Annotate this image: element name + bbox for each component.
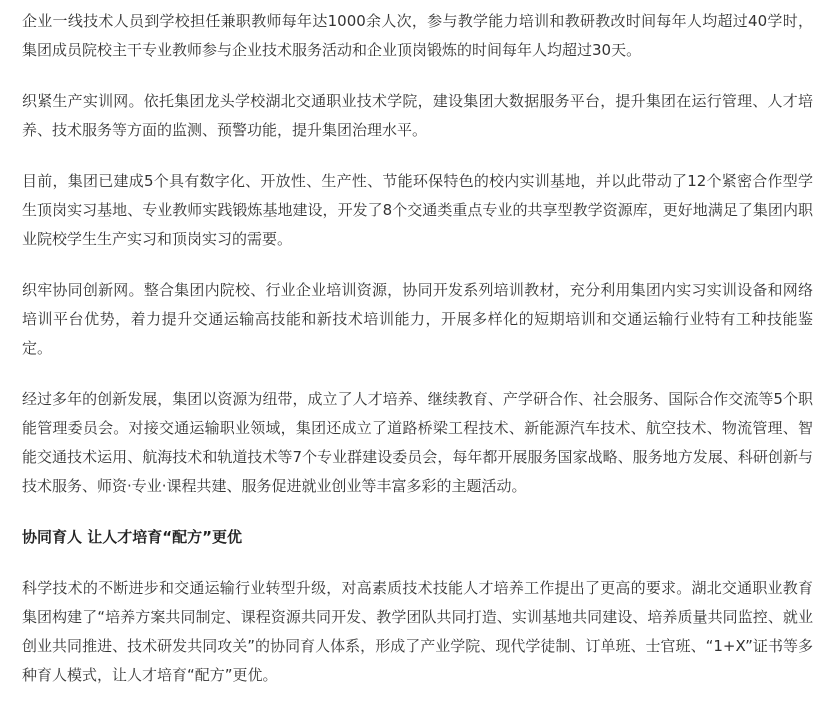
paragraph-teacher-training: 企业一线技术人员到学校担任兼职教师每年达1000余人次，参与教学能力培训和教研教改时间每年人均超过40学时，集团成员院校主干专业教师参与企业技术服务活动和企业顶岗锻炼的时间每年人均超过30天。 xyxy=(22,12,813,59)
section-subheading: 协同育人 让人才培育“配方”更优 xyxy=(22,528,242,546)
paragraph-training-network: 织紧生产实训网。依托集团龙头学校湖北交通职业技术学院，建设集团大数据服务平台，提升集团在运行管理、人才培养、技术服务等方面的监测、预警功能，提升集团治理水平。 xyxy=(22,92,813,139)
article-body xyxy=(0,7,827,690)
paragraph-innovation-network: 织牢协同创新网。整合集团内院校、行业企业培训资源，协同开发系列培训教材，充分利用集团内实习实训设备和网络培训平台优势，着力提升交通运输高技能和新技术培训能力，开展多样化的短期培训和交通运输行业特有工种技能鉴定。 xyxy=(22,281,813,357)
paragraph-collaborative-education: 科学技术的不断进步和交通运输行业转型升级，对高素质技术技能人才培养工作提出了更高的要求。湖北交通职业教育集团构建了“培养方案共同制定、课程资源共同开发、教学团队共同打造、实训基地共同建设、培养质量共同监控、就业创业共同推进、技术研发共同攻关”的协同育人体系，形成了产业学院、现代学徒制、订单班、士官班、“1+X”证书等多种育人模式，让人才培育“配方”更优。 xyxy=(22,579,813,684)
paragraph-committees: 经过多年的创新发展，集团以资源为纽带，成立了人才培养、继续教育、产学研合作、社会服务、国际合作交流等5个职能管理委员会。对接交通运输职业领域，集团还成立了道路桥梁工程技术、新能源汽车技术、航空技术、物流管理、智能交通技术运用、航海技术和轨道技术等7个专业群建设委员会，每年都开展服务国家战略、服务地方发展、科研创新与技术服务、师资·专业·课程共建、服务促进就业创业等丰富多彩的主题活动。 xyxy=(22,390,813,495)
paragraph-training-bases: 目前，集团已建成5个具有数字化、开放性、生产性、节能环保特色的校内实训基地，并以此带动了12个紧密合作型学生顶岗实习基地、专业教师实践锻炼基地建设，开发了8个交通类重点专业的共享型教学资源库，更好地满足了集团内职业院校学生生产实习和顶岗实习的需要。 xyxy=(22,172,813,248)
